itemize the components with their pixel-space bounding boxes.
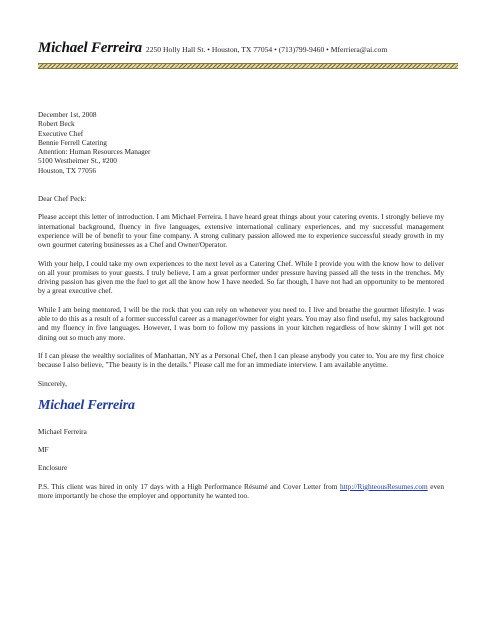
salutation: Dear Chef Peck:	[38, 194, 87, 204]
recipient-line: Executive Chef	[38, 128, 84, 138]
signature: Michael Ferreira	[38, 397, 135, 413]
paragraph: With your help, I could take my own experiences to the next level as a Catering Chef. While I provide you with the know how to deliver on all your promises to your guests. I truly believe, I am a great performer under pressure having passed all the tests in the trenches. My driving passion has given me the fuel to get all the know how I have needed. So far though, I have not had an opportunity to be mentored by a great executive chef.	[38, 258, 444, 296]
recipient-line: Houston, TX 77056	[38, 165, 97, 175]
recipient-line: Bennie Ferrell Catering	[38, 137, 107, 147]
letterhead	[38, 40, 458, 57]
letterhead-contact: 2250 Holly Hall St. • Houston, TX 77054 • (713)799-9460 • Mferriera@ai.com	[145, 45, 388, 54]
closing: Sincerely,	[38, 378, 67, 388]
initials: MF	[38, 445, 49, 455]
recipient-address	[38, 119, 444, 175]
postscript	[38, 482, 444, 501]
postscript-text-end: even more importantly he chose the employer and opportunity he wanted too.	[38, 481, 445, 501]
letter-date: December 1st, 2008	[38, 110, 97, 119]
recipient-line: 5100 Westheimer St., #200	[38, 156, 117, 166]
postscript-text: P.S. This client was hired in only 17 days with a High Performance Résumé and Cover Letter from	[38, 481, 338, 491]
paragraph: While I am being mentored, I will be the rock that you can rely on whenever you need to. I live and breathe the gourmet lifestyle. I was able to do this as a result of a former successful career as a manager/owner for eight years. You may also find useful, my sales background and my fluency in five languages. However, I was born to follow my passions in your kitchen regardless of how skinny I will get not dining out so much any more.	[38, 304, 444, 342]
recipient-line: Attention: Human Resources Manager	[38, 147, 151, 157]
paragraph: If I can please the wealthy socialites of Manhattan, NY as a Personal Chef, then I can please anybody you cater to. You are my first choice because I also believe, "The beauty is in the details." Please call me for an immediate interview. I am available anytime.	[38, 350, 444, 370]
enclosure: Enclosure	[38, 463, 68, 473]
paragraph: Please accept this letter of introduction. I am Michael Ferreira. I have heard great things about your catering events. I strongly believe my international background, fluency in five languages, extensive international culinary experiences, and my successful management experience will be of benefit to your fine company. A strong culinary passion allowed me to experience successful steady growth in my own gourmet catering businesses as a Chef and Owner/Operator.	[38, 212, 444, 250]
letterhead-name: Michael Ferreira	[38, 40, 142, 56]
typed-name: Michael Ferreira	[38, 426, 87, 436]
recipient-line: Robert Beck	[38, 119, 75, 129]
letterhead-divider	[38, 63, 458, 69]
website-link[interactable]: http://RighteousResumes.com	[339, 481, 428, 491]
letter-body	[38, 110, 444, 509]
